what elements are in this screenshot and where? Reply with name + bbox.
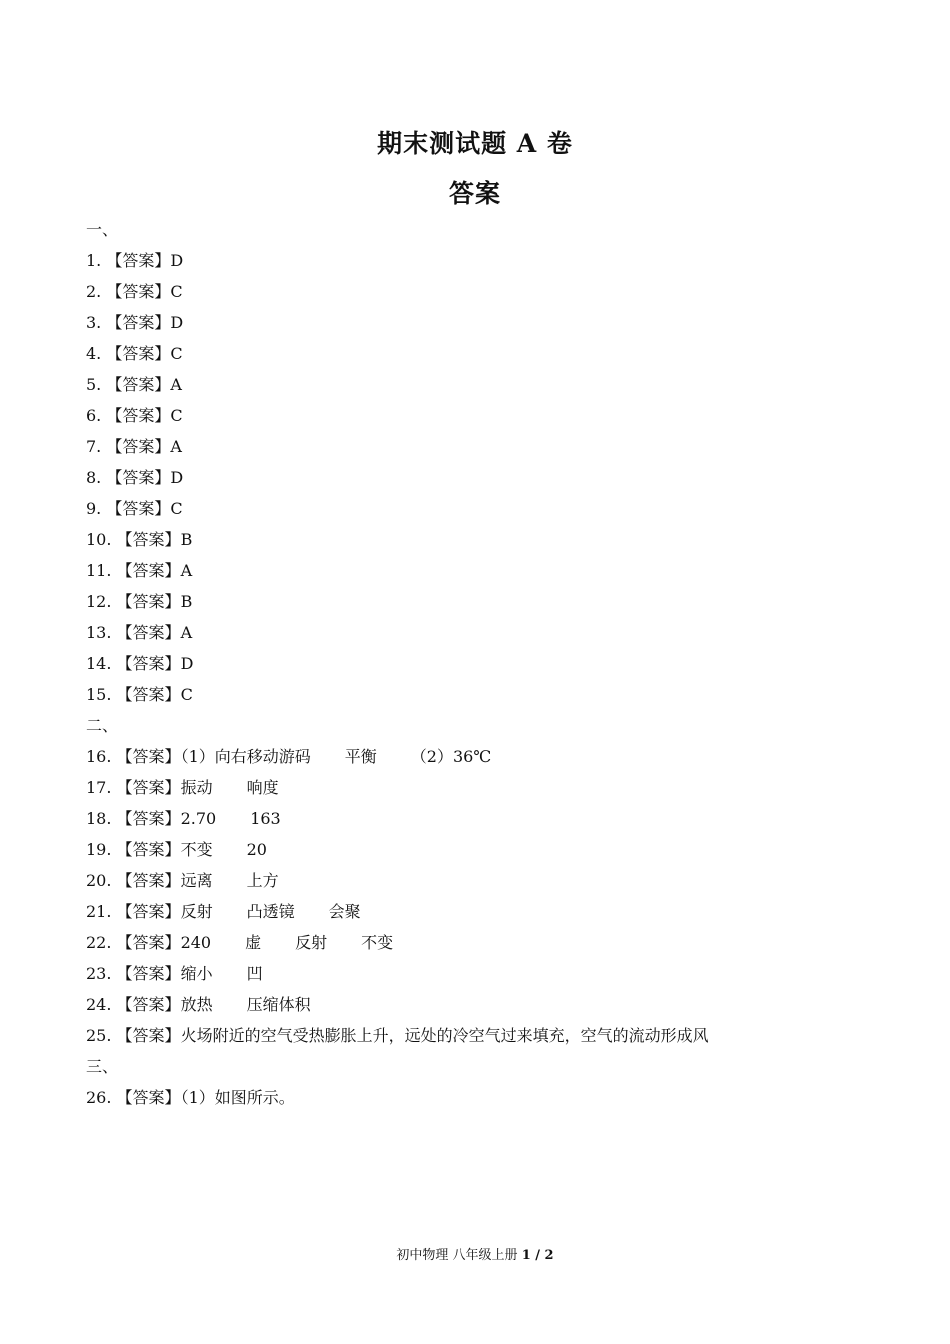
answer-value: 2.70 — [180, 809, 217, 828]
answer-tag: 【答案】 — [116, 840, 181, 859]
answer-tag: 【答案】 — [116, 809, 181, 828]
answer-value: 反射 — [295, 933, 328, 952]
section-heading: 二、 — [86, 716, 119, 735]
answer-value: A — [170, 375, 182, 394]
answer-value: D — [170, 313, 184, 332]
answer-tag: 【答案】 — [106, 282, 171, 301]
question-number: 16. — [86, 747, 112, 766]
question-number: 3. — [86, 313, 102, 332]
answer-tag: 【答案】 — [106, 375, 171, 394]
answer-value: 240 — [180, 933, 212, 952]
question-number: 12. — [86, 592, 112, 611]
question-number: 5. — [86, 375, 102, 394]
answer-row — [86, 555, 886, 586]
answer-value: 凸透镜 — [246, 902, 295, 921]
question-number: 4. — [86, 344, 102, 363]
section-heading: 三、 — [86, 1057, 119, 1076]
answer-row — [86, 369, 886, 400]
answer-value: 不变 — [361, 933, 394, 952]
answer-tag: 【答案】 — [116, 871, 181, 890]
answer-value: （1）如图所示。 — [180, 1088, 295, 1107]
question-number: 26. — [86, 1088, 112, 1107]
answer-tag: 【答案】 — [106, 406, 171, 425]
answer-row — [86, 462, 886, 493]
question-number: 20. — [86, 871, 112, 890]
answer-value: 响度 — [246, 778, 279, 797]
answer-row — [86, 307, 886, 338]
question-number: 8. — [86, 468, 102, 487]
answer-tag: 【答案】 — [116, 902, 181, 921]
section-heading: 一、 — [86, 220, 119, 239]
question-number: 6. — [86, 406, 102, 425]
answer-tag: 【答案】 — [116, 747, 181, 766]
question-number: 19. — [86, 840, 112, 859]
answer-value: 163 — [250, 809, 281, 828]
answer-value: 反射 — [180, 902, 213, 921]
question-number: 23. — [86, 964, 112, 983]
answer-value: D — [180, 654, 194, 673]
answer-row — [86, 431, 886, 462]
question-number: 9. — [86, 499, 102, 518]
answer-value: 平衡 — [344, 747, 377, 766]
question-number: 25. — [86, 1026, 112, 1045]
answer-value: A — [180, 561, 193, 580]
answer-row — [86, 493, 886, 524]
answer-tag: 【答案】 — [106, 468, 171, 487]
footer-text: 初中物理 八年级上册 — [396, 1248, 518, 1263]
answer-value: 缩小 — [180, 964, 213, 983]
answer-value: （2）36℃ — [410, 747, 492, 766]
answer-row — [86, 927, 886, 958]
question-number: 11. — [86, 561, 112, 580]
question-number: 17. — [86, 778, 112, 797]
answer-tag: 【答案】 — [116, 778, 181, 797]
answer-tag: 【答案】 — [116, 654, 181, 673]
question-number: 15. — [86, 685, 112, 704]
answer-tag: 【答案】 — [116, 561, 181, 580]
answer-value: C — [180, 685, 193, 704]
answer-row — [86, 834, 886, 865]
question-number: 13. — [86, 623, 112, 642]
question-number: 1. — [86, 251, 102, 270]
answer-value: 会聚 — [328, 902, 361, 921]
answer-row — [86, 1082, 886, 1113]
answer-value: D — [170, 251, 184, 270]
answer-value: C — [170, 344, 183, 363]
answer-tag: 【答案】 — [116, 933, 181, 952]
question-number: 7. — [86, 437, 102, 456]
answer-value: 虚 — [245, 933, 262, 952]
document-subtitle: 答案 — [448, 179, 501, 208]
answer-row — [86, 772, 886, 803]
answer-row — [86, 524, 886, 555]
answer-value: 压缩体积 — [246, 995, 311, 1014]
answer-tag: 【答案】 — [106, 344, 171, 363]
answer-tag: 【答案】 — [106, 313, 171, 332]
answer-tag: 【答案】 — [116, 1088, 181, 1107]
answer-tag: 【答案】 — [116, 530, 181, 549]
answer-value: A — [180, 623, 193, 642]
answer-row — [86, 400, 886, 431]
answer-tag: 【答案】 — [116, 1026, 181, 1045]
question-number: 14. — [86, 654, 112, 673]
answer-value: 不变 — [180, 840, 213, 859]
answer-tag: 【答案】 — [106, 437, 171, 456]
answer-value: C — [170, 406, 183, 425]
answer-value: 凹 — [246, 964, 263, 983]
document-title: 期末测试题 A 卷 — [377, 129, 573, 158]
page-footer — [0, 1244, 950, 1263]
answer-value: 振动 — [180, 778, 213, 797]
answer-row — [86, 617, 886, 648]
answer-row — [86, 989, 886, 1020]
answer-row — [86, 648, 886, 679]
answer-list — [86, 214, 886, 1113]
answer-value: 远离 — [180, 871, 213, 890]
answer-row — [86, 958, 886, 989]
answer-tag: 【答案】 — [106, 251, 171, 270]
page-number: 1 / 2 — [521, 1248, 554, 1263]
answer-value: D — [170, 468, 184, 487]
answer-tag: 【答案】 — [116, 592, 181, 611]
answer-value: A — [170, 437, 182, 456]
answer-tag: 【答案】 — [116, 995, 181, 1014]
answer-row — [86, 245, 886, 276]
question-number: 21. — [86, 902, 112, 921]
answer-row — [86, 338, 886, 369]
answer-value: B — [180, 592, 193, 611]
question-number: 22. — [86, 933, 112, 952]
question-number: 10. — [86, 530, 112, 549]
answer-row — [86, 741, 886, 772]
answer-tag: 【答案】 — [116, 685, 181, 704]
question-number: 24. — [86, 995, 112, 1014]
answer-value: C — [170, 282, 183, 301]
answer-value: C — [170, 499, 183, 518]
answer-row — [86, 865, 886, 896]
answer-value: B — [180, 530, 193, 549]
answer-value: 放热 — [180, 995, 213, 1014]
answer-row — [86, 586, 886, 617]
answer-value: 上方 — [246, 871, 279, 890]
answer-row — [86, 679, 886, 710]
question-number: 2. — [86, 282, 102, 301]
answer-row — [86, 896, 886, 927]
answer-tag: 【答案】 — [116, 964, 181, 983]
answer-tag: 【答案】 — [116, 623, 181, 642]
answer-row — [86, 276, 886, 307]
answer-value: 20 — [246, 840, 267, 859]
answer-row — [86, 803, 886, 834]
answer-tag: 【答案】 — [106, 499, 171, 518]
answer-value: 火场附近的空气受热膨胀上升，远处的冷空气过来填充，空气的流动形成风 — [180, 1026, 709, 1045]
answer-row — [86, 1020, 886, 1051]
question-number: 18. — [86, 809, 112, 828]
answer-value: （1）向右移动游码 — [180, 747, 311, 766]
